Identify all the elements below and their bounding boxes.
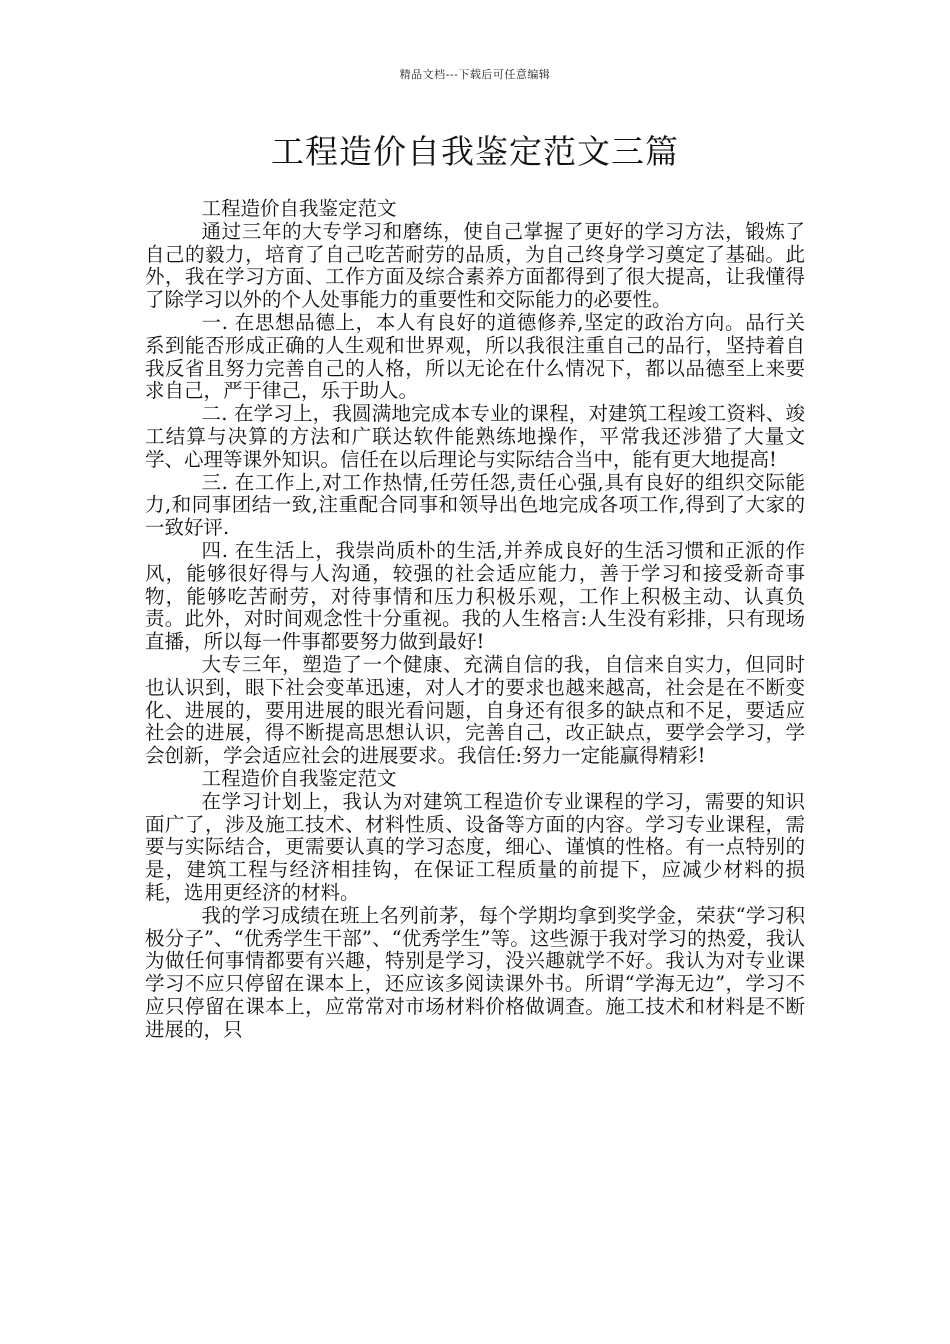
body-paragraph: 通过三年的大专学习和磨练，使自己掌握了更好的学习方法，锻炼了自己的毅力，培育了自己吃苦耐劳的品质，为自己终身学习奠定了基础。此外，我在学习方面、工作方面及综合素养方面都得到了很大提高，让我懂得了除学习以外的个人处事能力的重要性和交际能力的必要性。 — [145, 219, 805, 312]
section-heading: 工程造价自我鉴定范文 — [201, 766, 397, 790]
body-paragraph: 二. 在学习上，我圆满地完成本专业的课程，对建筑工程竣工资料、竣工结算与决算的方法和广联达软件能熟练地操作，平常我还涉猎了大量文学、心理等课外知识。信任在以后理论与实际结合当中，能有更大地提高! — [145, 402, 805, 471]
body-paragraph: 三. 在工作上,对工作热情,任劳任怨,责任心强,具有良好的组织交际能力,和同事团结一致,注重配合同事和领导出色地完成各项工作,得到了大家的一致好评. — [145, 470, 805, 540]
body-paragraph: 在学习计划上，我认为对建筑工程造价专业课程的学习，需要的知识面广了，涉及施工技术、材料性质、设备等方面的内容。学习专业课程，需要与实际结合，更需要认真的学习态度，细心、谨慎的性格。有一点特别的是，建筑工程与经济相挂钩，在保证工程质量的前提下，应减少材料的损耗，选用更经济的材料。 — [145, 789, 805, 904]
body-paragraph: 大专三年，塑造了一个健康、充满自信的我，自信来自实力，但同时也认识到，眼下社会变革迅速，对人才的要求也越来越高，社会是在不断变化、进展的，要用进展的眼光看问题，自身还有很多的缺点和不足，要适应社会的进展，得不断提高思想认识，完善自己，改正缺点，要学会学习，学会创新，学会适应社会的进展要求。我信任:努力一定能赢得精彩! — [145, 652, 805, 768]
body-paragraph: 一. 在思想品德上，本人有良好的道德修养,坚定的政治方向。品行关系到能否形成正确的人生观和世界观，所以我很注重自己的品行，坚持着自我反省且努力完善自己的人格，所以无论在什么情况下，都以品德至上来要求自己，严于律己，乐于助人。 — [145, 310, 805, 403]
body-paragraph: 四. 在生活上，我崇尚质朴的生活,并养成良好的生活习惯和正派的作风，能够很好得与人沟通，较强的社会适应能力，善于学习和接受新奇事物，能够吃苦耐劳，对待事情和压力积极乐观，工作上积极主动、认真负责。此外，对时间观念性十分重视。我的人生格言:人生没有彩排，只有现场直播，所以每一件事都要努力做到最好! — [145, 538, 805, 654]
header-note: 精品文档---下载后可任意编辑 — [399, 68, 551, 81]
document-body — [145, 198, 805, 1041]
section-heading: 工程造价自我鉴定范文 — [201, 197, 397, 220]
page-title: 工程造价自我鉴定范文三篇 — [271, 132, 679, 171]
body-paragraph: 我的学习成绩在班上名列前茅，每个学期均拿到奖学金，荣获“学习积极分子”、“优秀学生干部”、“优秀学生”等。这些源于我对学习的热爱，我认为做任何事情都要有兴趣，特别是学习，没兴趣就学不好。我认为对专业课学习不应只停留在课本上，还应该多阅读课外书。所谓“学海无边”，学习不应只停留在课本上，应常常对市场材料价格做调查。施工技术和材料是不断进展的，只 — [145, 903, 805, 1041]
